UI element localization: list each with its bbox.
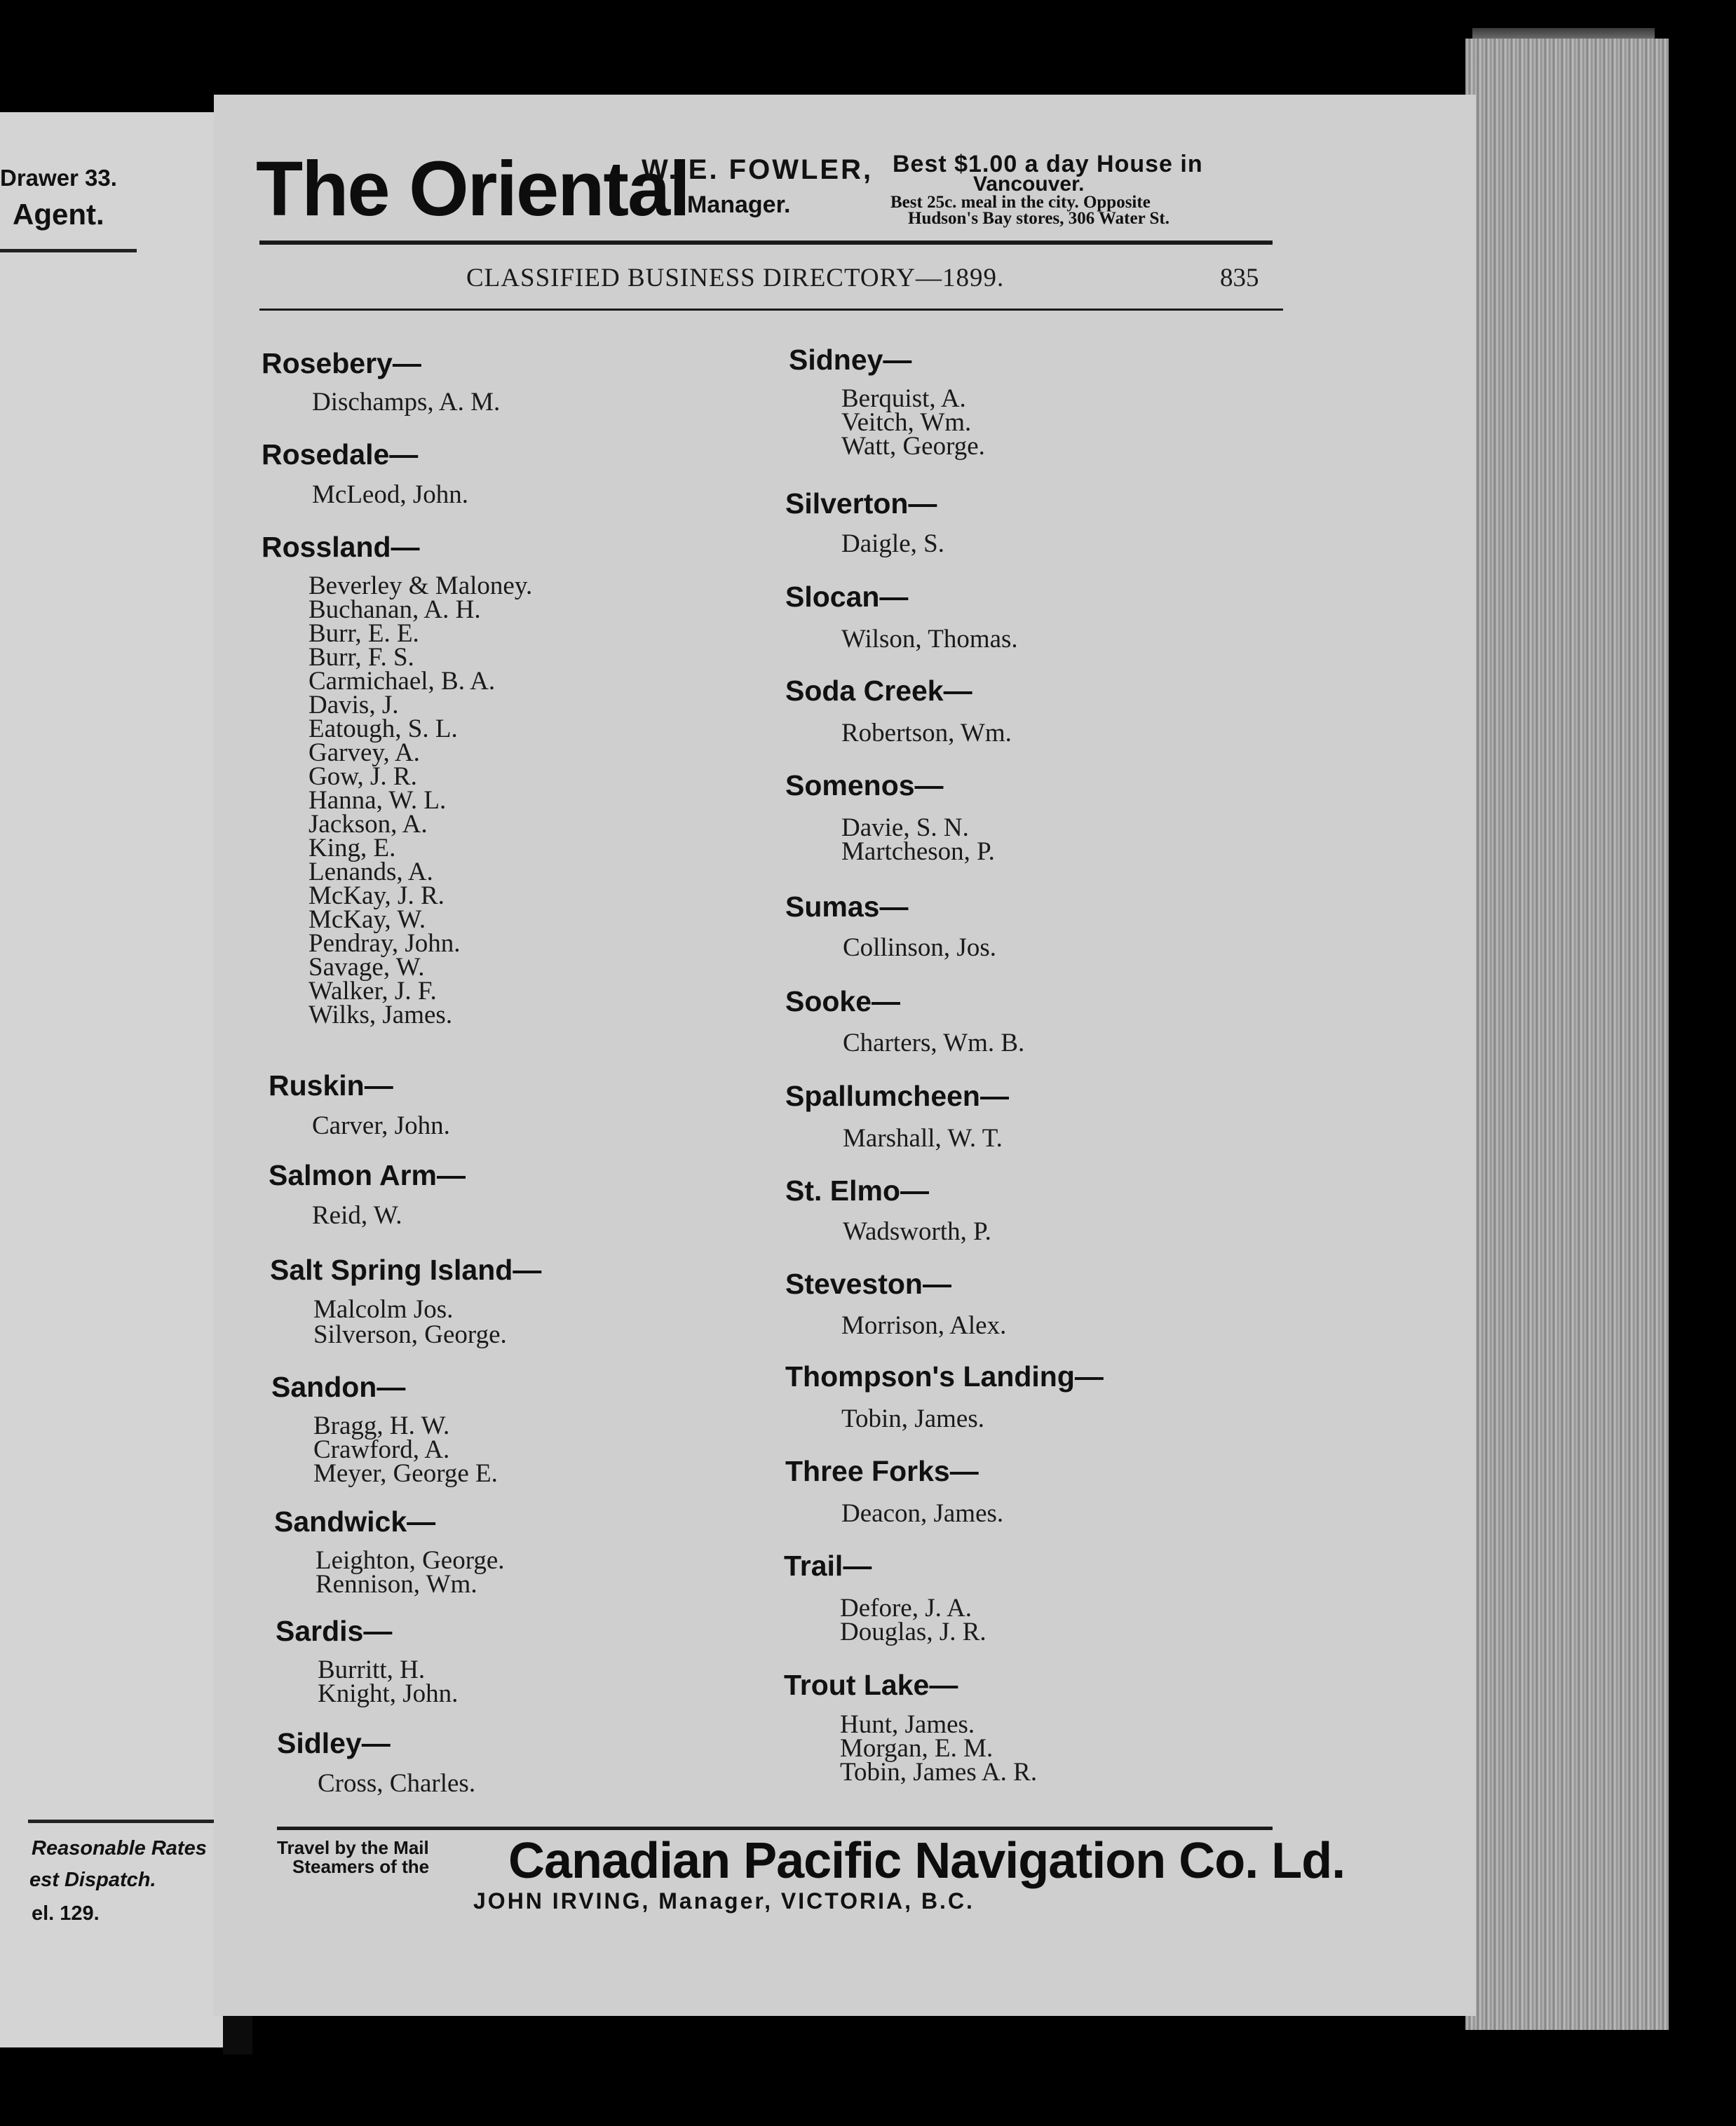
directory-entry: Burr, F. S. [308,643,414,672]
header-manager: Manager. [687,191,791,218]
running-title-rule [259,309,1283,311]
facing-page-line: Agent. [13,198,104,231]
place-heading: Silverton— [785,487,937,520]
header-promo: Vancouver. [973,172,1085,196]
directory-entry: Gow, J. R. [308,762,417,791]
page-number: 835 [1220,264,1259,292]
header-promo: Hudson's Bay stores, 306 Water St. [908,209,1169,228]
facing-page-line: Drawer 33. [0,165,117,191]
place-heading: Trout Lake— [784,1669,958,1701]
book-page-edges [1465,39,1669,2030]
place-heading: Sandwick— [274,1505,436,1538]
footer-rule [277,1827,1273,1830]
place-heading: St. Elmo— [785,1174,930,1207]
place-heading: Rosedale— [262,438,419,470]
place-heading: Three Forks— [785,1455,979,1487]
place-heading: Thompson's Landing— [785,1360,1104,1393]
directory-entry: Dischamps, A. M. [312,388,501,417]
directory-entry: Knight, John. [318,1679,459,1708]
directory-entry: Meyer, George E. [313,1459,498,1488]
footer-company: Canadian Pacific Navigation Co. Ld. [508,1833,1345,1889]
directory-entry: Crawford, A. [313,1435,450,1464]
header-promo: Best 25c. meal in the city. Opposite [890,193,1151,212]
directory-entry: McKay, W. [308,905,426,934]
directory-entry: Rennison, Wm. [316,1570,477,1599]
directory-entry: King, E. [308,834,396,862]
directory-entry: Pendray, John. [308,929,461,958]
directory-entry: Deacon, James. [841,1499,1004,1528]
place-heading: Sumas— [785,891,909,923]
footer-manager-line: JOHN IRVING, Manager, VICTORIA, B.C. [473,1888,975,1914]
place-heading: Salmon Arm— [269,1159,466,1191]
directory-entry: Charters, Wm. B. [843,1029,1025,1057]
place-heading: Somenos— [785,769,944,801]
footer-travel-line: Travel by the Mail [277,1837,429,1858]
directory-entry: Marshall, W. T. [843,1124,1003,1153]
directory-entry: Tobin, James. [841,1404,984,1433]
directory-entry: Martcheson, P. [841,837,995,866]
directory-entry: Carver, John. [312,1111,450,1140]
footer-travel-line: Steamers of the [292,1856,430,1877]
directory-entry: Burritt, H. [318,1656,426,1684]
place-heading: Steveston— [785,1268,951,1300]
directory-entry: Morrison, Alex. [841,1311,1007,1340]
header-brand: The Oriental [256,146,689,232]
facing-page-rule [28,1820,223,1823]
place-heading: Rossland— [262,531,420,563]
directory-entry: Davie, S. N. [841,813,969,842]
directory-entry: Leighton, George. [316,1546,505,1575]
directory-entry: Cross, Charles. [318,1769,476,1798]
place-heading: Sooke— [785,985,901,1017]
directory-entry: Davis, J. [308,691,399,719]
place-heading: Sandon— [271,1371,406,1403]
place-heading: Spallumcheen— [785,1080,1009,1112]
directory-entry: Savage, W. [308,953,425,982]
directory-entry: Berquist, A. [841,384,966,413]
directory-entry: Carmichael, B. A. [308,667,496,696]
directory-entry: Burr, E. E. [308,619,419,648]
place-heading: Trail— [784,1550,872,1582]
directory-entry: Eatough, S. L. [308,715,458,743]
facing-page-line: Reasonable Rates [32,1837,207,1860]
place-heading: Soda Creek— [785,675,972,707]
directory-entry: Beverley & Maloney. [308,571,533,600]
place-heading: Ruskin— [269,1069,393,1102]
directory-entry: Tobin, James A. R. [840,1758,1038,1787]
directory-page [214,95,1476,2016]
directory-entry: Jackson, A. [308,810,428,839]
place-heading: Sidley— [277,1727,391,1759]
directory-entry: McKay, J. R. [308,881,445,910]
directory-entry: Robertson, Wm. [841,719,1012,747]
directory-entry: Wilson, Thomas. [841,625,1018,654]
directory-entry: Wilks, James. [308,1001,453,1029]
place-heading: Sidney— [789,344,912,376]
facing-page-line: el. 129. [32,1902,100,1925]
directory-entry: Garvey, A. [308,738,420,767]
place-heading: Salt Spring Island— [270,1254,542,1286]
directory-entry: Hanna, W. L. [308,786,447,815]
header-rule [259,241,1273,245]
directory-entry: Walker, J. F. [308,977,437,1006]
directory-entry: Veitch, Wm. [841,408,972,437]
directory-entry: Lenands, A. [308,858,433,886]
facing-page-rule [0,249,137,252]
directory-entry: Reid, W. [312,1201,402,1230]
directory-entry: Collinson, Jos. [843,933,996,962]
directory-entry: Defore, J. A. [840,1594,972,1623]
directory-entry: Wadsworth, P. [843,1217,991,1246]
directory-entry: Morgan, E. M. [840,1734,994,1763]
directory-entry: Watt, George. [841,432,985,461]
running-title: CLASSIFIED BUSINESS DIRECTORY—1899. [466,264,1005,292]
header-proprietor: W. E. FOWLER, [642,154,874,185]
directory-entry: Daigle, S. [841,529,944,558]
place-heading: Rosebery— [262,347,421,379]
directory-entry: Hunt, James. [840,1710,975,1739]
directory-entry: Malcolm Jos. [313,1295,454,1324]
directory-entry: Silverson, George. [313,1320,507,1349]
directory-entry: McLeod, John. [312,480,468,509]
facing-page-fragment [0,112,223,2047]
directory-entry: Douglas, J. R. [840,1618,986,1646]
place-heading: Slocan— [785,581,909,613]
place-heading: Sardis— [276,1615,393,1647]
directory-entry: Bragg, H. W. [313,1411,450,1440]
facing-page-line: est Dispatch. [29,1869,156,1891]
header-promo: Best $1.00 a day House in [893,151,1203,177]
directory-entry: Buchanan, A. H. [308,595,481,624]
